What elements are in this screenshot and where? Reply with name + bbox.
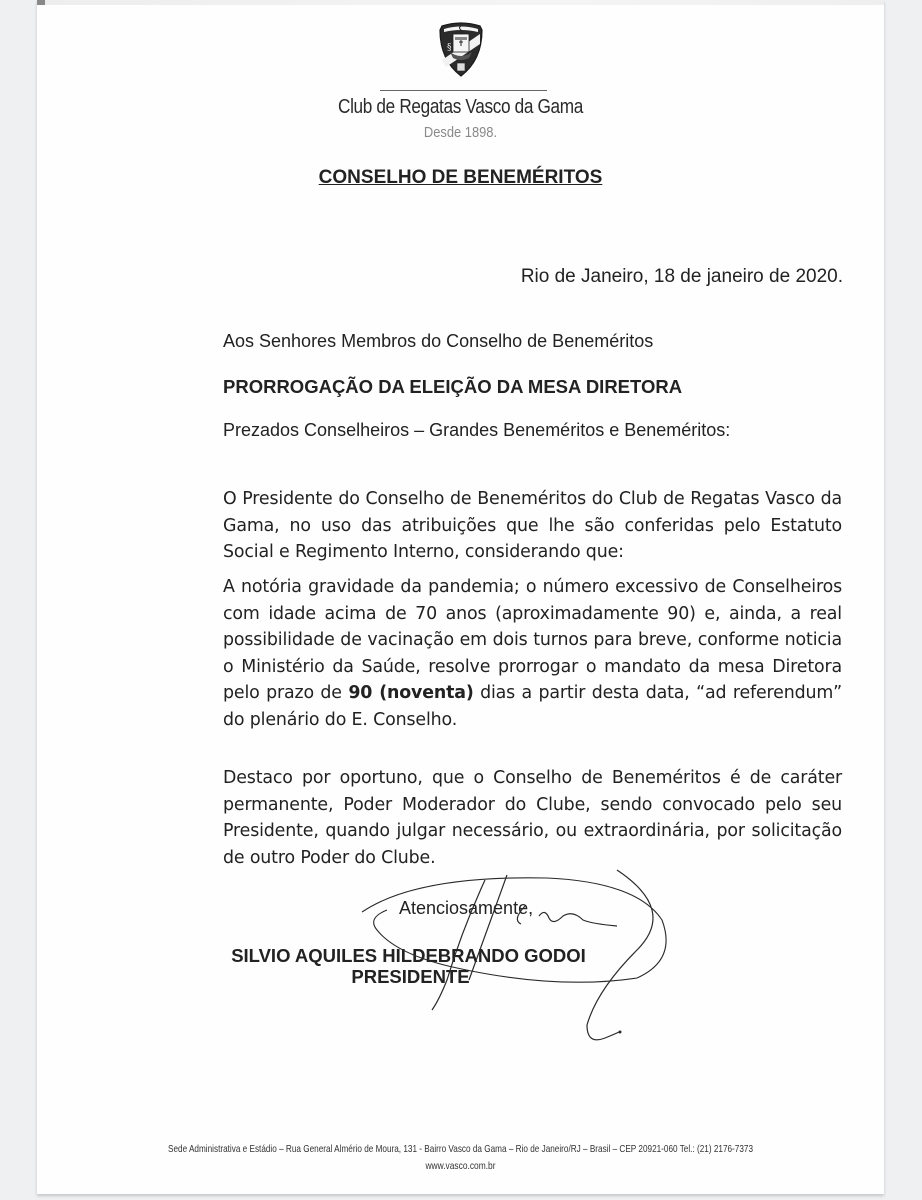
- club-name: Club de Regatas Vasco da Gama: [338, 96, 583, 118]
- scan-edge-mark: [37, 0, 884, 5]
- addressee: Aos Senhores Membros do Conselho de Beneméritos: [223, 331, 654, 351]
- date-line: Rio de Janeiro, 18 de janeiro de 2020.: [520, 266, 843, 287]
- vasco-da-gama-crest-icon: [436, 20, 486, 78]
- signer-name: SILVIO AQUILES HILDEBRANDO GODOI: [231, 945, 586, 966]
- footer-website: www.vasco.com.br: [425, 1160, 496, 1172]
- closing: Atenciosamente,: [399, 898, 534, 918]
- footer-address: Sede Administrativa e Estádio – Rua General Almério de Moura, 131 - Bairro Vasco da Gama – Rio de Janeiro/RJ – Brasil – CEP 20921-060 Tel.: (21) 2176-7373: [168, 1143, 754, 1155]
- letter-page: [37, 0, 884, 1194]
- paragraph-note: Destaco por oportuno, que o Conselho de Beneméritos é de caráter permanente, Poder Moderador do Clube, sendo convocado pelo seu Presidente, quando julgar necessário, ou extraordinária, por solicitação de outro Poder do Clube.: [223, 768, 842, 868]
- council-title: CONSELHO DE BENEMÉRITOS: [318, 167, 603, 188]
- letterhead-rule: [380, 90, 547, 91]
- resolution-term-bold: 90 (noventa): [348, 683, 474, 703]
- since-text: Desde 1898.: [423, 124, 498, 141]
- paragraph-resolution: [223, 574, 842, 733]
- paragraph-preamble: O Presidente do Conselho de Beneméritos do Club de Regatas Vasco da Gama, no uso das atribuições que lhe são conferidas pelo Estatuto Social e Regimento Interno, considerando que:: [223, 489, 842, 562]
- svg-text:§: §: [447, 43, 452, 53]
- resolution-text-start: A notória gravidade da pandemia; o número excessivo de Conselheiros com idade acima de 70 anos (aproximadamente 90) e, ainda, a real possibilidade de vacinação em dois turnos para breve, conforme noticia o Ministério da Saúde, resolve prorrogar o mandato da mesa Diretora pelo prazo de: [223, 577, 842, 703]
- signer-role: PRESIDENTE: [351, 966, 470, 987]
- salutation: Prezados Conselheiros – Grandes Beneméritos e Beneméritos:: [223, 420, 731, 440]
- subject-heading: PRORROGAÇÃO DA ELEIÇÃO DA MESA DIRETORA: [223, 376, 683, 397]
- resolution-text-end: dias a partir desta data, “ad referendum” do plenário do E. Conselho.: [223, 683, 842, 730]
